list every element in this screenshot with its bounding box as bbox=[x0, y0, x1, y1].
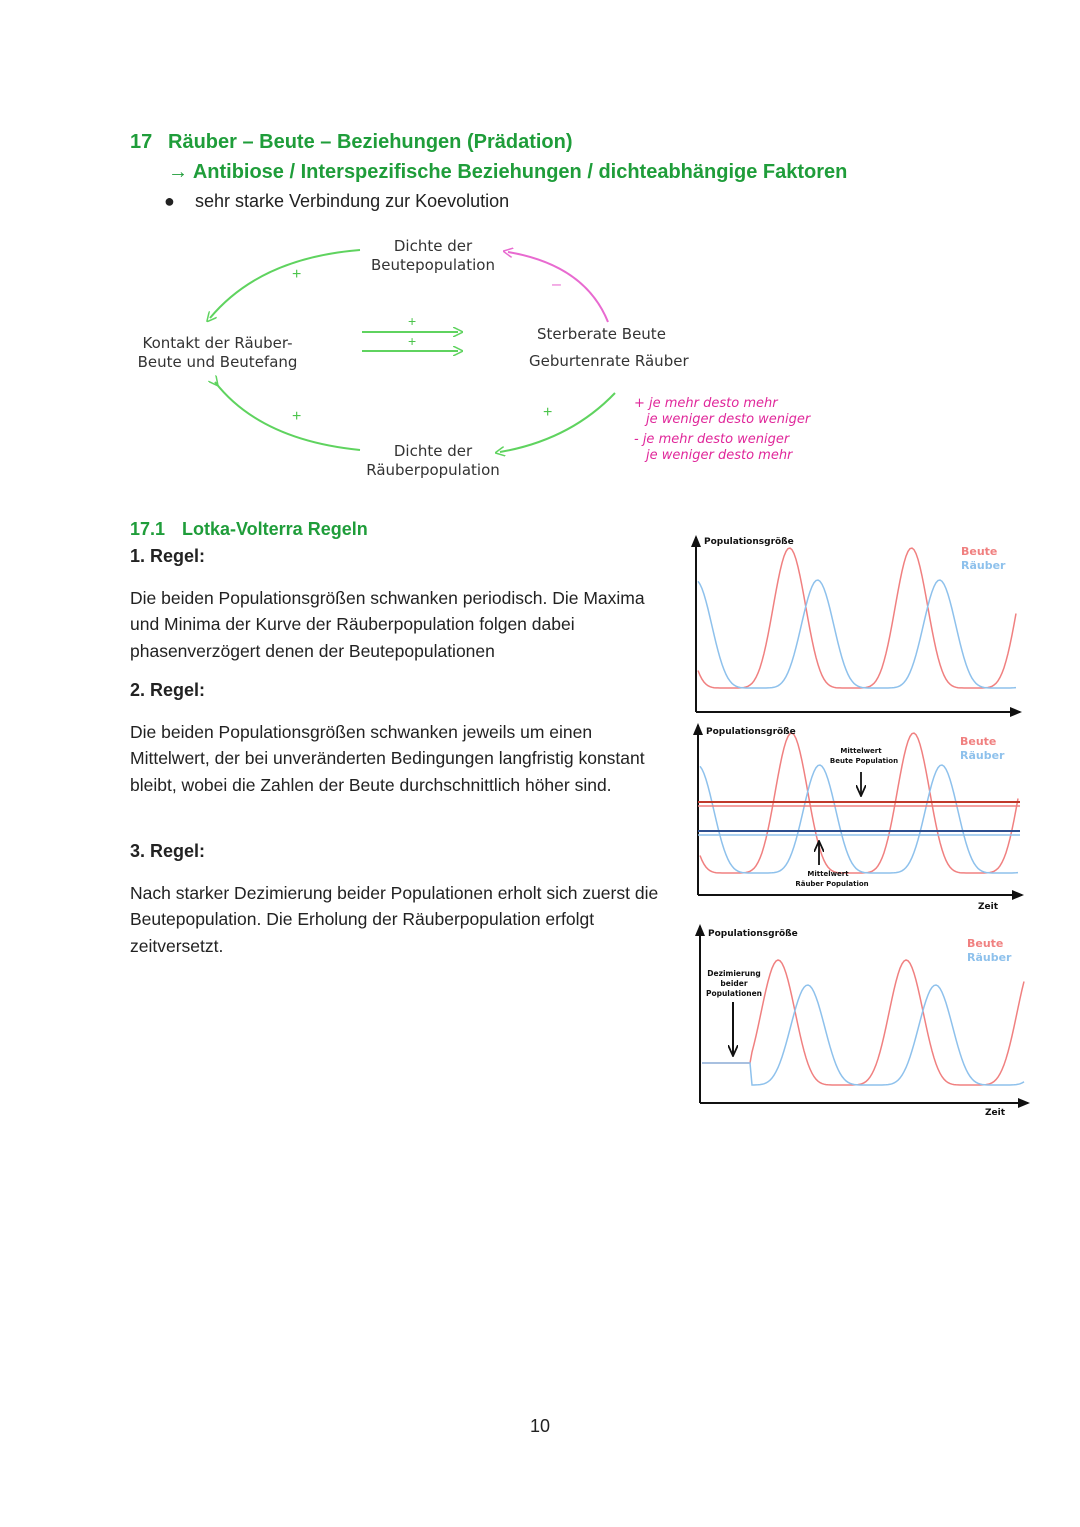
handwritten-legend bbox=[634, 396, 810, 464]
arrow-contact-to-predator bbox=[215, 382, 360, 450]
bullet-dot: ● bbox=[164, 191, 175, 211]
chart-1-y-label: Populationsgröße bbox=[704, 537, 794, 547]
chart-2-predator-curve bbox=[700, 765, 1018, 873]
chapter-title: Räuber – Beute – Beziehungen (Prädation) bbox=[168, 131, 573, 153]
chart-2-legend-predator: Räuber bbox=[960, 749, 1005, 762]
predator-prey-cycle-diagram bbox=[0, 0, 1080, 500]
rule-2-label: 2. Regel: bbox=[130, 680, 206, 700]
chart-2-x-label: Zeit bbox=[978, 902, 999, 912]
plus-sign-4: + bbox=[408, 333, 417, 349]
rule-1-text: Die beiden Populationsgrößen schwanken periodisch. Die Maxima und Minima der Kurve der Räuberpopulation folgen dabei phasenverzögert denen der Beutepopulationen bbox=[130, 588, 645, 661]
rule-1-label: 1. Regel: bbox=[130, 546, 206, 566]
node-predator-density-line1: Dichte der bbox=[393, 442, 473, 460]
chart-1-predator-curve bbox=[698, 580, 1016, 688]
chart-1-periodic bbox=[696, 537, 1020, 712]
chapter-subtitle: → Antibiose / Interspezifische Beziehungen / dichteabhängige Faktoren bbox=[168, 161, 848, 183]
chart-3-decimation bbox=[700, 926, 1028, 1118]
section-title: Lotka-Volterra Regeln bbox=[182, 519, 368, 539]
plus-sign-1: + bbox=[292, 266, 302, 283]
section-heading bbox=[130, 519, 368, 540]
bullet-text: sehr starke Verbindung zur Koevolution bbox=[195, 191, 510, 211]
rule-3-text: Nach starker Dezimierung beider Populationen erholt sich zuerst die Beutepopulation. Die Erholung der Räuberpopulation erfolgt zeitversetzt. bbox=[130, 883, 659, 956]
chart-2-mean-predator-1: Mittelwert bbox=[807, 870, 849, 878]
chart-3-legend-prey: Beute bbox=[967, 937, 1004, 950]
page-number: 10 bbox=[529, 1416, 551, 1436]
rule-3-label: 3. Regel: bbox=[130, 841, 206, 861]
legend-line-1: + je mehr desto mehr bbox=[634, 396, 778, 411]
chart-2-legend-prey: Beute bbox=[960, 735, 997, 748]
chapter-number: 17 bbox=[130, 131, 153, 153]
chart-3-predator-curve bbox=[702, 985, 1024, 1085]
chart-3-decimation-3: Populationen bbox=[705, 989, 763, 998]
legend-line-2: je weniger desto weniger bbox=[646, 412, 811, 427]
lotka-volterra-charts bbox=[680, 525, 1040, 1125]
minus-sign: – bbox=[552, 276, 561, 293]
node-contact-line1: Kontakt der Räuber- bbox=[142, 334, 293, 352]
legend-line-4: je weniger desto mehr bbox=[646, 448, 793, 463]
node-prey-density-line1: Dichte der bbox=[393, 237, 473, 255]
node-contact-line2: Beute und Beutefang bbox=[137, 353, 298, 371]
chart-3-y-label: Populationsgröße bbox=[708, 929, 798, 939]
section-number: 17.1 bbox=[130, 519, 166, 539]
chart-3-legend-predator: Räuber bbox=[967, 951, 1012, 964]
node-death-rate: Sterberate Beute bbox=[537, 325, 666, 343]
chart-2-y-label: Populationsgröße bbox=[706, 727, 796, 737]
node-prey-density-line2: Beutepopulation bbox=[371, 256, 495, 274]
node-predator-density bbox=[362, 442, 504, 480]
node-predator-density-line2: Räuberpopulation bbox=[366, 461, 500, 479]
rule-2-text: Die beiden Populationsgrößen schwanken jeweils um einen Mittelwert, der bei unveränderten Bedingungen langfristig konstant bleibt, wobei die Zahlen der Beute durchschnittlich höher sind. bbox=[130, 722, 645, 795]
chart-3-decimation-1: Dezimierung bbox=[707, 969, 761, 978]
plus-sign-2: + bbox=[292, 408, 302, 425]
chart-2-mean-predator-2: Räuber Population bbox=[795, 880, 869, 888]
arrow-prey-to-contact bbox=[210, 250, 360, 318]
node-prey-density bbox=[363, 237, 503, 275]
node-contact bbox=[130, 334, 305, 372]
plus-sign-3: + bbox=[408, 313, 417, 329]
chart-2-mean-prey-2: Beute Population bbox=[829, 757, 899, 765]
node-birth-rate: Geburtenrate Räuber bbox=[529, 352, 689, 370]
chart-3-x-label: Zeit bbox=[985, 1108, 1006, 1118]
chart-2-mean-values bbox=[698, 725, 1022, 912]
plus-sign-5: + bbox=[543, 404, 553, 421]
arrow-predator-to-birth bbox=[500, 393, 615, 452]
chart-2-mean-prey-1: Mittelwert bbox=[840, 747, 882, 755]
chart-1-legend-prey: Beute bbox=[961, 545, 998, 558]
legend-line-3: - je mehr desto weniger bbox=[634, 432, 790, 447]
chart-3-decimation-2: beider bbox=[720, 979, 748, 988]
chart-1-legend-predator: Räuber bbox=[961, 559, 1006, 572]
